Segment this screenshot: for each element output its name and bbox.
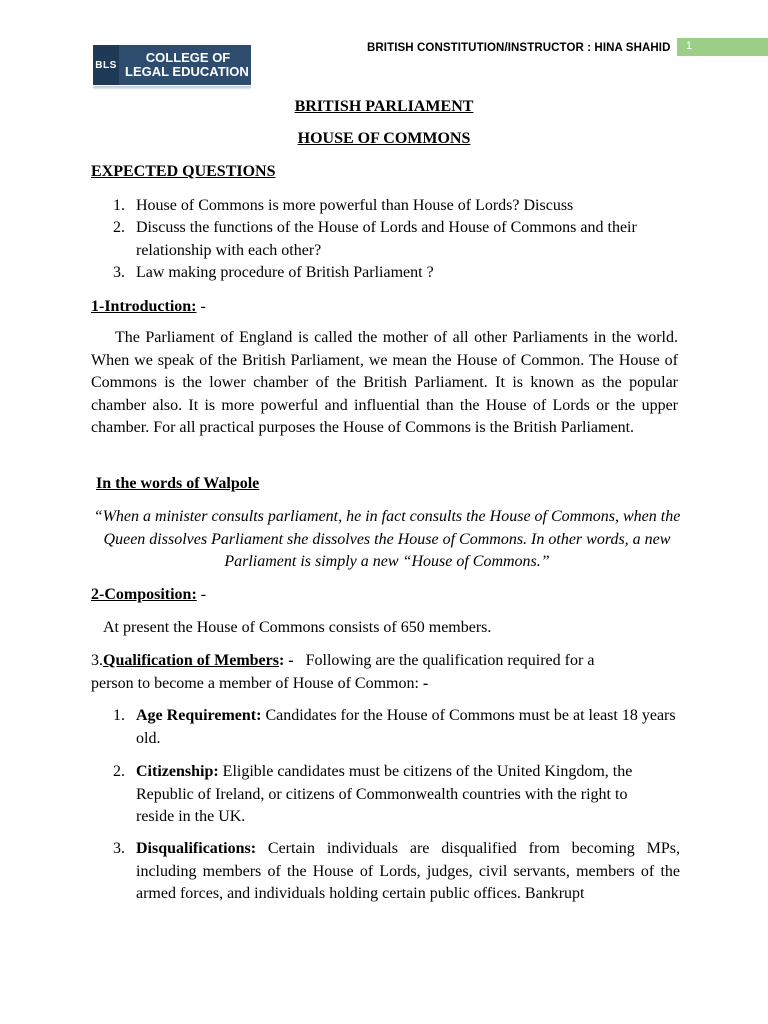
question-item: House of Commons is more powerful than House of Lords? Discuss — [136, 197, 574, 214]
question-number: 3. — [113, 264, 125, 281]
walpole-quote: “When a minister consults parliament, he in fact consults the House of Commons, when the Queen dissolves Parliament she dissolves the House of Commons. In other words, a new Parliament is simply a new “House of Commons.” — [93, 508, 681, 570]
logo-text — [119, 51, 251, 79]
qualification-number: 3. — [113, 840, 125, 857]
composition-text: At present the House of Commons consists of 650 members. — [103, 619, 492, 636]
qualification-intro-a: Following are the qualification required for a — [305, 652, 595, 669]
composition-heading-line — [91, 584, 206, 607]
qualification-item — [136, 838, 680, 906]
logo-line-2: LEGAL EDUCATION — [125, 64, 249, 79]
expected-questions-heading: EXPECTED QUESTIONS — [91, 163, 276, 180]
main-heading: BRITISH PARLIAMENT — [294, 98, 474, 115]
qualification-intro-line-2 — [91, 673, 428, 696]
composition-dash: - — [196, 586, 207, 603]
sub-heading: HOUSE OF COMMONS — [297, 130, 471, 147]
header-title: BRITISH CONSTITUTION/INSTRUCTOR : HINA SHAHID — [367, 42, 671, 54]
qualification-label: Citizenship: — [136, 763, 219, 780]
qualification-number: 2. — [113, 763, 125, 780]
qualification-text: Eligible candidates must be citizens of the United Kingdom, the Republic of Ireland, or citizens of Commonwealth countries with the right to reside in the UK. — [136, 763, 633, 825]
logo-shadow — [93, 86, 251, 90]
question-item: Law making procedure of British Parliament ? — [136, 264, 434, 281]
qualification-intro-b: person to become a member of House of Common: — [91, 675, 423, 692]
qualification-dash: : - — [278, 652, 294, 669]
qualification-text: Certain individuals are disqualified from becoming MPs, including members of the House of Lords, judges, civil servants, members of the armed forces, and individuals holding certain public offices. Bankrupt — [136, 840, 680, 902]
qualification-text: Candidates for the House of Commons must be at least 18 years old. — [136, 707, 676, 747]
introduction-heading-line — [91, 296, 206, 319]
qualification-prefix: 3. — [91, 652, 103, 669]
qualification-intro-dash: - — [422, 675, 429, 692]
introduction-dash: - — [196, 298, 206, 315]
introduction-paragraph: The Parliament of England is called the mother of all other Parliaments in the world. When we speak of the British Parliament, we mean the House of Common. The House of Commons is the lower chamber of the British Parliament. It is known as the popular chamber also. It is more powerful and influential than the House of Lords or the upper chamber. For all practical purposes the House of Commons is the British Parliament. — [91, 329, 678, 436]
qualification-label: Disqualifications: — [136, 840, 257, 857]
logo-line-1: COLLEGE OF — [145, 50, 231, 65]
qualification-heading-line — [91, 650, 691, 673]
qualification-label: Age Requirement: — [136, 707, 262, 724]
college-logo — [93, 45, 251, 85]
qualification-heading: Qualification of Members — [103, 652, 279, 669]
introduction-heading: 1-Introduction: — [91, 298, 197, 315]
question-item: Discuss the functions of the House of Lords and House of Commons and their relationship with each other? — [136, 219, 637, 259]
walpole-heading: In the words of Walpole — [96, 475, 260, 492]
qualification-item — [136, 705, 676, 750]
page-number: 1 — [686, 40, 693, 52]
question-number: 2. — [113, 219, 125, 236]
page-number-tab — [677, 38, 768, 56]
composition-heading: 2-Composition: — [91, 586, 197, 603]
question-number: 1. — [113, 197, 125, 214]
logo-badge: BLS — [93, 45, 119, 85]
qualification-item — [136, 761, 666, 829]
qualification-number: 1. — [113, 707, 125, 724]
